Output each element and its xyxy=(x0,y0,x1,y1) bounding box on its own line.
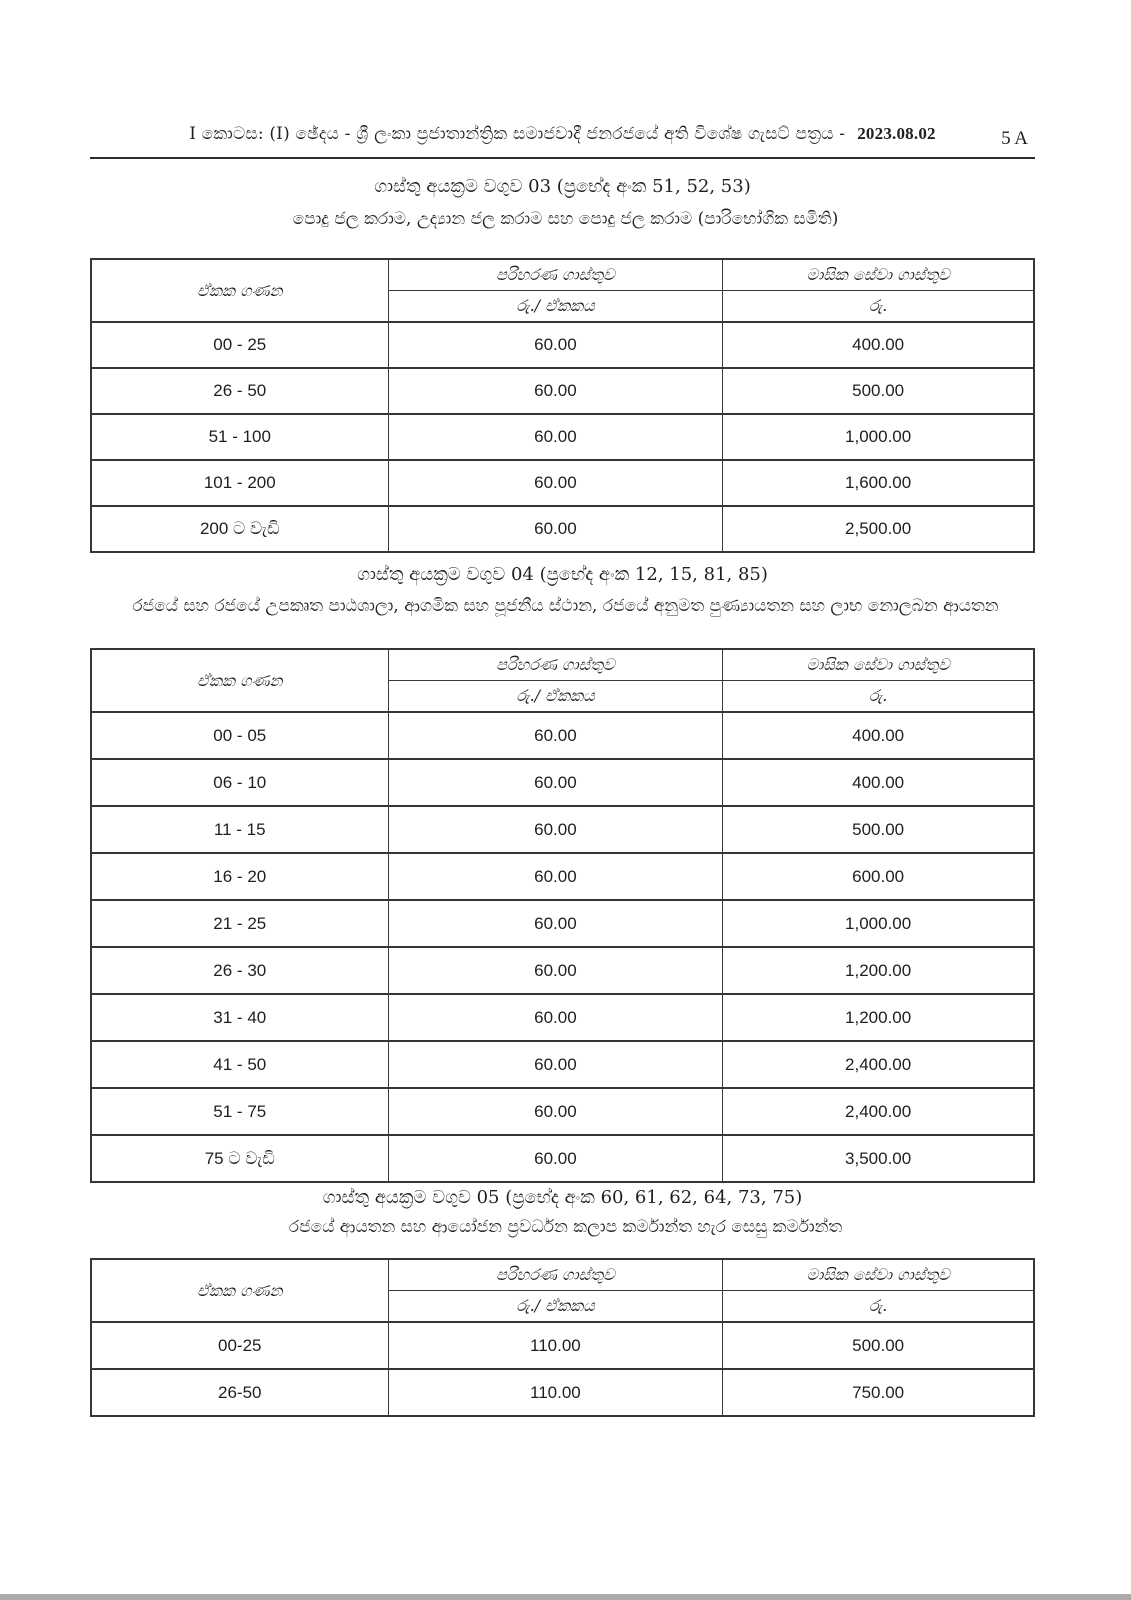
page-bottom-edge xyxy=(0,1594,1131,1600)
unit-range-cell: 21 - 25 xyxy=(91,900,388,947)
column-header-units: ඒකක ගණන xyxy=(91,649,388,712)
header-title: I කොටස: (I) ඡේදය - ශ්‍රී ලංකා ප්‍රජාතාන්ත්‍රික සමාජවාදී ජනරජයේ අති විශේෂ ගැසට් පත්‍රය - xyxy=(189,124,846,144)
unit-range-cell: 16 - 20 xyxy=(91,853,388,900)
column-header-service-charge: මාසික සේවා ගාස්තුව xyxy=(723,259,1034,291)
usage-charge-cell: 110.00 xyxy=(388,1322,723,1369)
unit-range-cell: 11 - 15 xyxy=(91,806,388,853)
unit-range-cell: 200 ට වැඩි xyxy=(91,506,388,552)
service-charge-cell: 1,000.00 xyxy=(723,900,1034,947)
service-charge-cell: 750.00 xyxy=(723,1369,1034,1416)
usage-charge-cell: 60.00 xyxy=(388,806,723,853)
service-charge-cell: 400.00 xyxy=(723,759,1034,806)
usage-charge-cell: 60.00 xyxy=(388,900,723,947)
usage-charge-cell: 60.00 xyxy=(388,460,723,506)
usage-charge-cell: 60.00 xyxy=(388,414,723,460)
table-row xyxy=(91,506,1034,552)
section-05-title: ගාස්තු අයක්‍රම වගුව 05 (ප්‍රභේද අංක 60, 61, 62, 64, 73, 75) xyxy=(322,1187,803,1208)
service-charge-cell: 2,400.00 xyxy=(723,1041,1034,1088)
unit-range-cell: 31 - 40 xyxy=(91,994,388,1041)
unit-range-cell: 75 ට වැඩි xyxy=(91,1135,388,1182)
table-row xyxy=(91,1322,1034,1369)
column-header-units: ඒකක ගණන xyxy=(91,1259,388,1322)
table-row xyxy=(91,1135,1034,1182)
table-row xyxy=(91,414,1034,460)
table-row xyxy=(91,322,1034,368)
column-header-usage-charge: පරිහරණ ගාස්තුව xyxy=(388,649,723,681)
column-subheader-service-unit: රු. xyxy=(723,1291,1034,1323)
usage-charge-cell: 60.00 xyxy=(388,994,723,1041)
unit-range-cell: 26-50 xyxy=(91,1369,388,1416)
usage-charge-cell: 60.00 xyxy=(388,1041,723,1088)
usage-charge-cell: 60.00 xyxy=(388,1088,723,1135)
usage-charge-cell: 110.00 xyxy=(388,1369,723,1416)
service-charge-cell: 500.00 xyxy=(723,368,1034,414)
column-subheader-usage-unit: රු./ ඒකකය xyxy=(388,1291,723,1323)
unit-range-cell: 00-25 xyxy=(91,1322,388,1369)
service-charge-cell: 600.00 xyxy=(723,853,1034,900)
unit-range-cell: 26 - 30 xyxy=(91,947,388,994)
table-row xyxy=(91,1088,1034,1135)
table-row xyxy=(91,1369,1034,1416)
column-header-units: ඒකක ගණන xyxy=(91,259,388,322)
column-header-usage-charge: පරිහරණ ගාස්තුව xyxy=(388,259,723,291)
table-row xyxy=(91,994,1034,1041)
fee-table-03 xyxy=(90,258,1035,553)
fee-table-04 xyxy=(90,648,1035,1183)
usage-charge-cell: 60.00 xyxy=(388,853,723,900)
table-row xyxy=(91,853,1034,900)
usage-charge-cell: 60.00 xyxy=(388,712,723,759)
table-row xyxy=(91,712,1034,759)
table-row xyxy=(91,759,1034,806)
service-charge-cell: 1,600.00 xyxy=(723,460,1034,506)
service-charge-cell: 500.00 xyxy=(723,806,1034,853)
usage-charge-cell: 60.00 xyxy=(388,759,723,806)
service-charge-cell: 1,000.00 xyxy=(723,414,1034,460)
column-subheader-service-unit: රු. xyxy=(723,681,1034,713)
usage-charge-cell: 60.00 xyxy=(388,368,723,414)
column-subheader-usage-unit: රු./ ඒකකය xyxy=(388,681,723,713)
column-subheader-service-unit: රු. xyxy=(723,291,1034,323)
unit-range-cell: 00 - 25 xyxy=(91,322,388,368)
fee-table-05 xyxy=(90,1258,1035,1417)
service-charge-cell: 2,400.00 xyxy=(723,1088,1034,1135)
column-header-service-charge: මාසික සේවා ගාස්තුව xyxy=(723,649,1034,681)
table-row xyxy=(91,460,1034,506)
table-row xyxy=(91,900,1034,947)
service-charge-cell: 400.00 xyxy=(723,322,1034,368)
unit-range-cell: 26 - 50 xyxy=(91,368,388,414)
section-04-subtitle: රජයේ සහ රජයේ උපකෘත පාඨශාලා, ආගමික සහ පූජනීය ස්ථාන, රජයේ අනුමත පුණ්‍යායතන සහ ලාභ නොලබන ආයතන xyxy=(132,596,999,616)
unit-range-cell: 06 - 10 xyxy=(91,759,388,806)
service-charge-cell: 1,200.00 xyxy=(723,994,1034,1041)
table-row xyxy=(91,368,1034,414)
service-charge-cell: 2,500.00 xyxy=(723,506,1034,552)
section-05-subtitle: රජයේ ආයතන සහ ආයෝජන ප්‍රවර්ධන කලාප කර්මාන්ත හැර සෙසු කර්මාන්ත xyxy=(288,1217,843,1237)
unit-range-cell: 51 - 75 xyxy=(91,1088,388,1135)
service-charge-cell: 500.00 xyxy=(723,1322,1034,1369)
section-03-title: ගාස්තු අයක්‍රම වගුව 03 (ප්‍රභේද අංක 51, 52, 53) xyxy=(374,176,751,197)
header-date: 2023.08.02 xyxy=(857,124,936,143)
usage-charge-cell: 60.00 xyxy=(388,322,723,368)
service-charge-cell: 1,200.00 xyxy=(723,947,1034,994)
section-04-title: ගාස්තු අයක්‍රම වගුව 04 (ප්‍රභේද අංක 12, 15, 81, 85) xyxy=(357,564,768,585)
column-header-service-charge: මාසික සේවා ගාස්තුව xyxy=(723,1259,1034,1291)
fee-table-04-header xyxy=(91,649,1034,712)
service-charge-cell: 400.00 xyxy=(723,712,1034,759)
column-header-usage-charge: පරිහරණ ගාස්තුව xyxy=(388,1259,723,1291)
usage-charge-cell: 60.00 xyxy=(388,947,723,994)
unit-range-cell: 101 - 200 xyxy=(91,460,388,506)
fee-table-05-header xyxy=(91,1259,1034,1322)
page-header xyxy=(90,124,1035,159)
column-subheader-usage-unit: රු./ ඒකකය xyxy=(388,291,723,323)
service-charge-cell: 3,500.00 xyxy=(723,1135,1034,1182)
unit-range-cell: 51 - 100 xyxy=(91,414,388,460)
section-03-subtitle: පොදු ජල කරාම, උද්‍යාන ජල කරාම සහ පොදු ජල කරාම (පාරිභෝගික සමිති) xyxy=(292,209,839,229)
table-row xyxy=(91,947,1034,994)
table-row xyxy=(91,806,1034,853)
usage-charge-cell: 60.00 xyxy=(388,1135,723,1182)
usage-charge-cell: 60.00 xyxy=(388,506,723,552)
unit-range-cell: 41 - 50 xyxy=(91,1041,388,1088)
table-row xyxy=(91,1041,1034,1088)
unit-range-cell: 00 - 05 xyxy=(91,712,388,759)
fee-table-03-header xyxy=(91,259,1034,322)
page-number: 5 A xyxy=(1001,128,1028,149)
